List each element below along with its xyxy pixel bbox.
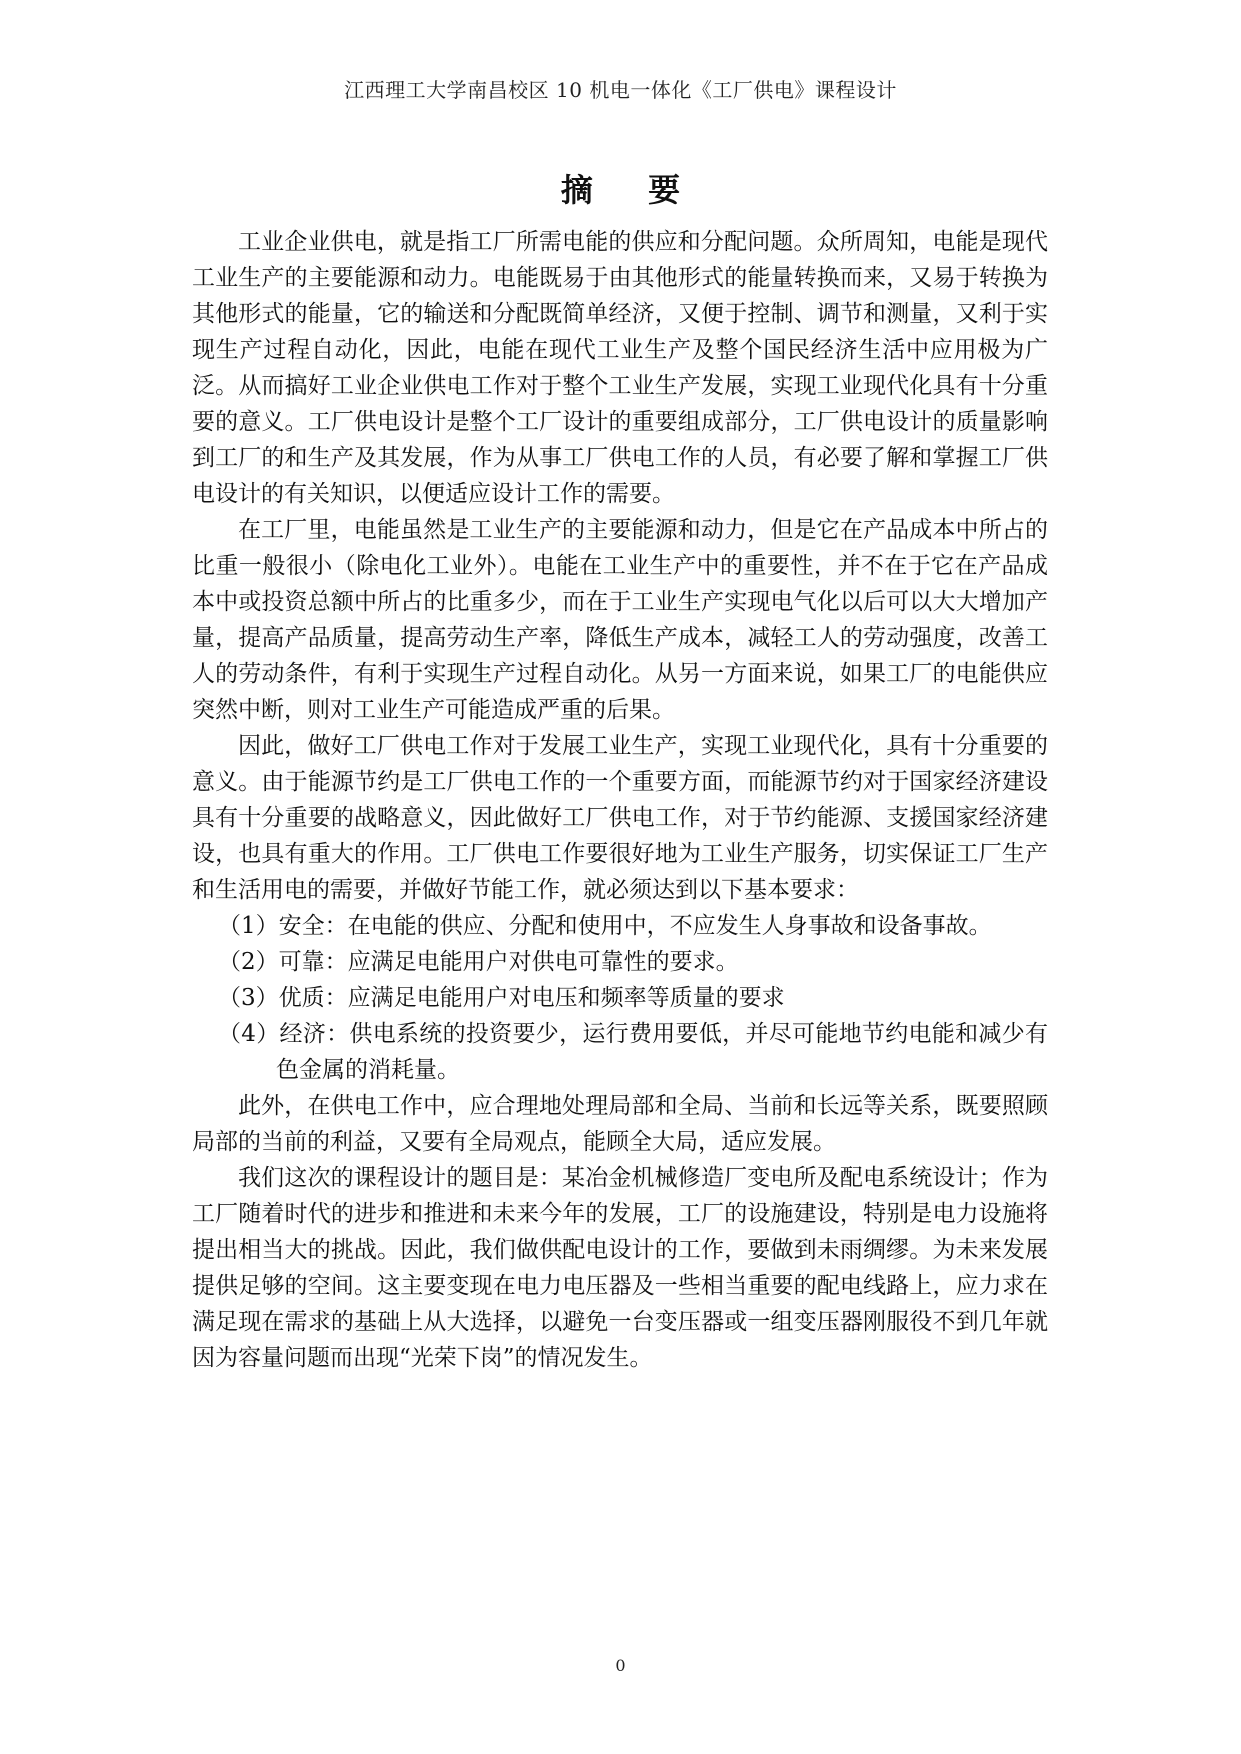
paragraph-3: 因此，做好工厂供电工作对于发展工业生产，实现工业现代化，具有十分重要的意义。由于能源节约是工厂供电工作的一个重要方面，而能源节约对于国家经济建设具有十分重要的战略意义，因此做好工厂供电工作，对于节约能源、支援国家经济建设，也具有重大的作用。工厂供电工作要很好地为工业生产服务，切实保证工厂生产和生活用电的需要，并做好节能工作，就必须达到以下基本要求： [192,733,1048,903]
requirements-list [192,908,1048,1088]
abstract-body [192,224,1048,1376]
page-number: 0 [615,1656,626,1675]
requirement-safety: （1）安全：在电能的供应、分配和使用中，不应发生人身事故和设备事故。 [218,913,992,939]
paragraph-1: 工业企业供电，就是指工厂所需电能的供应和分配问题。众所周知，电能是现代工业生产的主要能源和动力。电能既易于由其他形式的能量转换而来，又易于转换为其他形式的能量，它的输送和分配既简单经济，又便于控制、调节和测量，又利于实现生产过程自动化，因此，电能在现代工业生产及整个国民经济生活中应用极为广泛。从而搞好工业企业供电工作对于整个工业生产发展，实现工业现代化具有十分重要的意义。工厂供电设计是整个工厂设计的重要组成部分，工厂供电设计的质量影响到工厂的和生产及其发展，作为从事工厂供电工作的人员，有必要了解和掌握工厂供电设计的有关知识，以便适应设计工作的需要。 [192,229,1048,507]
paragraph-5: 我们这次的课程设计的题目是：某冶金机械修造厂变电所及配电系统设计；作为工厂随着时代的进步和推进和未来今年的发展，工厂的设施建设，特别是电力设施将提出相当大的挑战。因此，我们做供配电设计的工作，要做到未雨绸缪。为未来发展提供足够的空间。这主要变现在电力电压器及一些相当重要的配电线路上，应力求在满足现在需求的基础上从大选择，以避免一台变压器或一组变压器刚服役不到几年就因为容量问题而出现“光荣下岗”的情况发生。 [192,1165,1048,1371]
requirement-quality: （3）优质：应满足电能用户对电压和频率等质量的要求 [218,985,785,1011]
requirement-reliability: （2）可靠：应满足电能用户对供电可靠性的要求。 [218,949,739,975]
paragraph-4: 此外，在供电工作中，应合理地处理局部和全局、当前和长远等关系，既要照顾局部的当前的利益，又要有全局观点，能顾全大局，适应发展。 [192,1093,1048,1155]
page-header: 江西理工大学南昌校区 10 机电一体化《工厂供电》课程设计 [344,78,897,102]
paragraph-2: 在工厂里，电能虽然是工业生产的主要能源和动力，但是它在产品成本中所占的比重一般很小（除电化工业外）。电能在工业生产中的重要性，并不在于它在产品成本中或投资总额中所占的比重多少，而在于工业生产实现电气化以后可以大大增加产量，提高产品质量，提高劳动生产率，降低生产成本，减轻工人的劳动强度，改善工人的劳动条件，有利于实现生产过程自动化。从另一方面来说，如果工厂的电能供应突然中断，则对工业生产可能造成严重的后果。 [192,517,1048,723]
document-title: 摘 要 [560,171,703,209]
requirement-economy: （4）经济：供电系统的投资要少，运行费用要低，并尽可能地节约电能和减少有色金属的消耗量。 [218,1021,1048,1083]
